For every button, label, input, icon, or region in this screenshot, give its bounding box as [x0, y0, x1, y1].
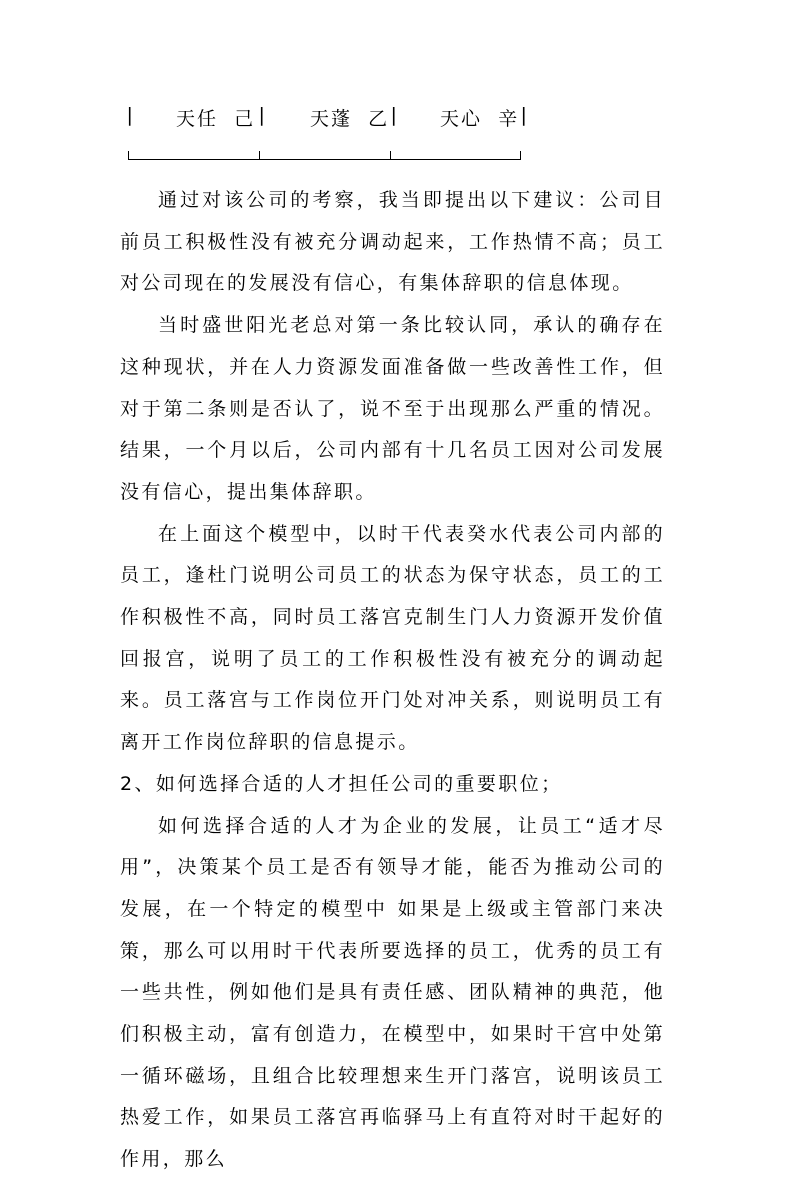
- grid-divider: |: [256, 104, 268, 126]
- grid-bottom-tick: [259, 151, 260, 160]
- grid-divider: |: [518, 104, 530, 126]
- document-body: [120, 180, 665, 1181]
- grid-bottom-rule: [128, 159, 521, 160]
- paragraph-model-analysis: 在上面这个模型中，以时干代表癸水代表公司内部的员工，逢杜门说明公司员工的状态为保守状态，员工的工作积极性不高，同时员工落宫克制生门人力资源开发价值回报宫，说明了员工的工作积极性没有被充分的调动起来。员工落宫与工作岗位开门处对冲关系，则说明员工有离开工作岗位辞职的信息提示。: [120, 522, 665, 754]
- section-heading-talent-selection: 2、如何选择合适的人才担任公司的重要职位；: [120, 772, 563, 795]
- grid-divider: |: [124, 104, 136, 126]
- grid-cell-tianxin: 天心 辛: [440, 108, 520, 130]
- grid-cell-tianpeng: 天蓬 乙: [310, 108, 390, 130]
- grid-bottom-tick: [390, 151, 391, 160]
- paragraph-result: 当时盛世阳光老总对第一条比较认同，承认的确存在这种现状，并在人力资源发面准备做一些改善性工作，但对于第二条则是否认了，说不至于出现那么严重的情况。结果，一个月以后，公司内部有十几名员工因对公司发展没有信心，提出集体辞职。: [120, 314, 665, 503]
- grid-bottom-tick: [128, 151, 129, 160]
- grid-divider: |: [388, 104, 400, 126]
- grid-bottom-tick: [520, 151, 521, 160]
- paragraph-suggestions: 通过对该公司的考察，我当即提出以下建议：公司目前员工积极性没有被充分调动起来，工作热情不高；员工对公司现在的发展没有信心，有集体辞职的信息体现。: [120, 189, 665, 295]
- paragraph-talent-selection: 如何选择合适的人才为企业的发展，让员工“适才尽用”，决策某个员工是否有领导才能，能否为推动公司的发展，在一个特定的模型中 如果是上级或主管部门来决策，那么可以用时干代表所要选择的员工，优秀的员工有一些共性，例如他们是具有责任感、团队精神的典范，他们积极主动，富有创造力，在模型中，如果时干宫中处第一循环磁场，且组合比较理想来生开门落宫，说明该员工热爱工作，如果员工落宫再临驿马上有直符对时干起好的作用，那么: [120, 814, 665, 1171]
- nine-palace-grid-row: [124, 104, 530, 134]
- grid-bottom-border: [128, 150, 521, 160]
- grid-cell-tianren: 天任 己: [176, 108, 256, 130]
